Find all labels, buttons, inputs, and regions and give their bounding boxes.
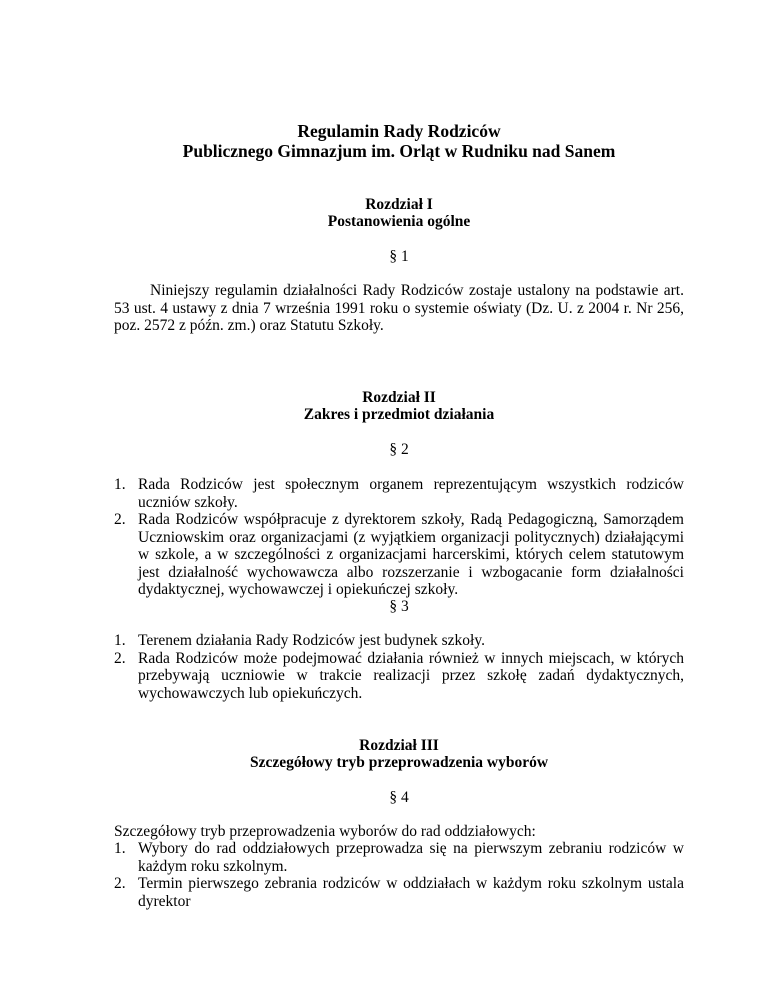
list-item-text: Terenem działania Rady Rodziców jest budynek szkoły.: [138, 632, 485, 649]
section-3-mark: § 3: [389, 598, 409, 615]
list-item: [114, 476, 684, 511]
section-2-list: [114, 476, 684, 599]
section-3-list: [114, 632, 684, 702]
list-item-text: Rada Rodziców może podejmować działania również w innych miejscach, w których przebywają uczniowie w trakcie realizacji przez szkołę zadań dydaktycznych, wychowawczych lub opiekuńczych.: [138, 649, 684, 702]
list-item: [114, 511, 684, 599]
list-item-text: Rada Rodziców współpracuje z dyrektorem szkoły, Radą Pedagogiczną, Samorządem Uczniowskim oraz organizacjami (z wyjątkiem organizacji politycznych) działającymi w szkole, a w szczególności z organizacjami harcerskimi, których celem statutowym jest działalność wychowawcza albo rozszerzanie i wzbogacanie form działalności dydaktycznej, wychowawczej i opiekuńczej szkoły.: [138, 511, 684, 598]
list-item-text: Wybory do rad oddziałowych przeprowadza się na pierwszym zebraniu rodziców w każdym roku szkolnym.: [138, 840, 684, 875]
chapter-2-heading: Rozdział II: [362, 389, 436, 406]
list-item-number: 1.: [114, 476, 126, 493]
list-item-number: 2.: [114, 511, 126, 528]
list-item-text: Termin pierwszego zebrania rodziców w oddziałach w każdym roku szkolnym ustala dyrektor: [138, 875, 684, 910]
section-4-list: [114, 840, 684, 910]
section-4-mark: § 4: [389, 789, 409, 806]
chapter-3-subtitle: Szczegółowy tryb przeprowadzenia wyborów: [249, 754, 549, 771]
list-item-text: Rada Rodziców jest społecznym organem reprezentującym wszystkich rodziców uczniów szkoły.: [138, 476, 684, 511]
list-item: [114, 875, 684, 910]
list-item: [114, 632, 684, 650]
section-1-text: Niniejszy regulamin działalności Rady Rodziców zostaje ustalony na podstawie art. 53 ust. 4 ustawy z dnia 7 września 1991 roku o systemie oświaty (Dz. U. z 2004 r. Nr 256, poz. 2572 z późn. zm.) oraz Statutu Szkoły.: [114, 282, 684, 334]
list-item-number: 1.: [114, 840, 126, 857]
list-item: [114, 840, 684, 875]
list-item: [114, 650, 684, 703]
list-item-number: 2.: [114, 875, 126, 892]
list-item-number: 1.: [114, 632, 126, 649]
section-2-mark: § 2: [389, 441, 409, 458]
chapter-2-subtitle: Zakres i przedmiot działania: [303, 406, 495, 423]
section-1-mark: § 1: [389, 248, 409, 265]
chapter-3-heading: Rozdział III: [359, 737, 439, 754]
title-line-1: Regulamin Rady Rodziców: [297, 121, 501, 141]
list-item-number: 2.: [114, 649, 126, 667]
chapter-1-subtitle: Postanowienia ogólne: [327, 213, 471, 230]
title-line-2: Publicznego Gimnazjum im. Orląt w Rudniku nad Sanem: [182, 141, 616, 161]
section-4-intro: Szczegółowy tryb przeprowadzenia wyborów do rad oddziałowych:: [114, 823, 536, 840]
chapter-1-heading: Rozdział I: [365, 196, 433, 213]
document-title: [114, 121, 684, 161]
